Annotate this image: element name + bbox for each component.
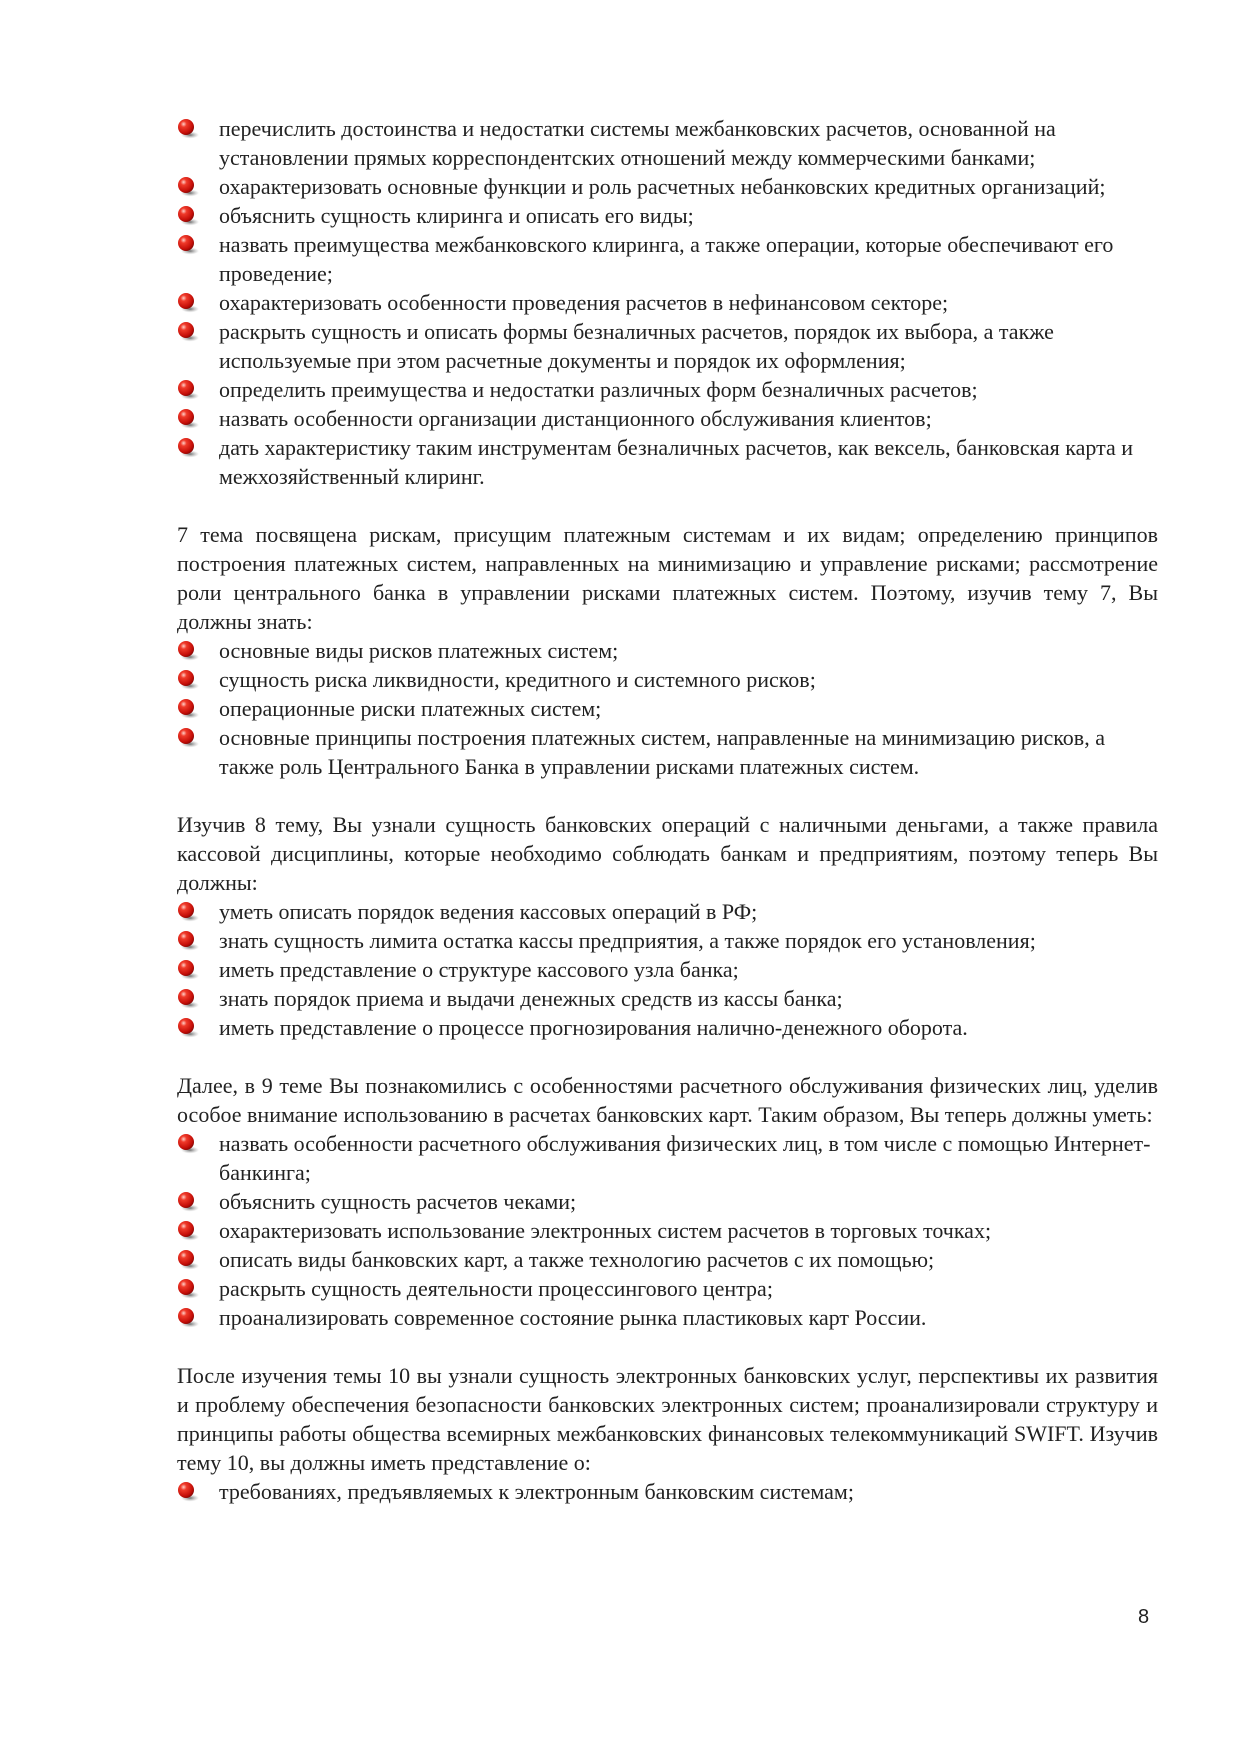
red-ball-icon <box>177 727 199 749</box>
list-item-text: охарактеризовать использование электронных систем расчетов в торговых точках; <box>219 1218 992 1243</box>
paragraph-topic8: Изучив 8 тему, Вы узнали сущность банковских операций с наличными деньгами, а также правила кассовой дисциплины, которые необходимо соблюдать банкам и предприятиям, поэтому теперь Вы должны: <box>177 812 1158 895</box>
red-ball-icon <box>177 408 199 430</box>
list-item <box>177 375 1158 404</box>
list-item-text: требованиях, предъявляемых к электронным банковским системам; <box>219 1479 854 1504</box>
list-item <box>177 955 1158 984</box>
list-item-text: раскрыть сущность деятельности процессингового центра; <box>219 1276 773 1301</box>
red-ball-icon <box>177 959 199 981</box>
list-item-text: раскрыть сущность и описать формы безналичных расчетов, порядок их выбора, а также используемые при этом расчетные документы и порядок их оформления; <box>219 319 1054 373</box>
list-item <box>177 1303 1158 1332</box>
red-ball-icon <box>177 1249 199 1271</box>
list-item-text: назвать преимущества межбанковского клиринга, а также операции, которые обеспечивают его проведение; <box>219 232 1114 286</box>
list-item-text: операционные риски платежных систем; <box>219 696 602 721</box>
red-ball-icon <box>177 930 199 952</box>
list-item <box>177 1216 1158 1245</box>
list-item <box>177 897 1158 926</box>
list-item-text: определить преимущества и недостатки различных форм безналичных расчетов; <box>219 377 978 402</box>
list-item-text: назвать особенности организации дистанционного обслуживания клиентов; <box>219 406 932 431</box>
red-ball-icon <box>177 205 199 227</box>
list-item-text: сущность риска ликвидности, кредитного и системного рисков; <box>219 667 816 692</box>
red-ball-icon <box>177 292 199 314</box>
list-item <box>177 665 1158 694</box>
list-item-text: основные принципы построения платежных систем, направленные на минимизацию рисков, а также роль Центрального Банка в управлении рисками платежных систем. <box>219 725 1105 779</box>
red-ball-icon <box>177 437 199 459</box>
red-ball-icon <box>177 901 199 923</box>
paragraph-topic7: 7 тема посвящена рискам, присущим платежным системам и их видам; определению принципов построения платежных систем, направленных на минимизацию и управление рисками; рассмотрение роли центрального банка в управлении рисками платежных систем. Поэтому, изучив тему 7, Вы должны знать: <box>177 522 1158 634</box>
list-item <box>177 433 1158 491</box>
list-item <box>177 723 1158 781</box>
list-item <box>177 114 1158 172</box>
list-item-text: перечислить достоинства и недостатки системы межбанковских расчетов, основанной на установлении прямых корреспондентских отношений между коммерческими банками; <box>219 116 1056 170</box>
red-ball-icon <box>177 1220 199 1242</box>
list-item-text: иметь представление о структуре кассового узла банка; <box>219 957 739 982</box>
list-item <box>177 172 1158 201</box>
list-item <box>177 1187 1158 1216</box>
red-ball-icon <box>177 1307 199 1329</box>
red-ball-icon <box>177 988 199 1010</box>
red-ball-icon <box>177 1481 199 1503</box>
list-item <box>177 201 1158 230</box>
bullet-list-topic9 <box>177 1129 1158 1332</box>
list-item <box>177 1013 1158 1042</box>
red-ball-icon <box>177 379 199 401</box>
red-ball-icon <box>177 1191 199 1213</box>
red-ball-icon <box>177 176 199 198</box>
red-ball-icon <box>177 321 199 343</box>
list-item <box>177 1245 1158 1274</box>
list-item <box>177 404 1158 433</box>
paragraph-topic9: Далее, в 9 теме Вы познакомились с особенностями расчетного обслуживания физических лиц, уделив особое внимание использованию в расчетах банковских карт. Таким образом, Вы теперь должны уметь: <box>177 1073 1158 1127</box>
list-item <box>177 230 1158 288</box>
list-item-text: уметь описать порядок ведения кассовых операций в РФ; <box>219 899 758 924</box>
red-ball-icon <box>177 234 199 256</box>
list-item <box>177 1129 1158 1187</box>
bullet-list-topic10 <box>177 1477 1158 1506</box>
list-item-text: объяснить сущность клиринга и описать его виды; <box>219 203 694 228</box>
list-item-text: охарактеризовать особенности проведения расчетов в нефинансовом секторе; <box>219 290 949 315</box>
list-item-text: проанализировать современное состояние рынка пластиковых карт России. <box>219 1305 927 1330</box>
list-item <box>177 694 1158 723</box>
list-item-text: знать сущность лимита остатка кассы предприятия, а также порядок его установления; <box>219 928 1036 953</box>
red-ball-icon <box>177 698 199 720</box>
bullet-list-topic7 <box>177 636 1158 781</box>
list-item-text: назвать особенности расчетного обслуживания физических лиц, в том числе с помощью Интернет-банкинга; <box>219 1131 1151 1185</box>
bullet-list-topic8 <box>177 897 1158 1042</box>
paragraph-topic10: После изучения темы 10 вы узнали сущность электронных банковских услуг, перспективы их развития и проблему обеспечения безопасности банковских электронных систем; проанализировали структуру и принципы работы общества всемирных межбанковских финансовых телекоммуникаций SWIFT. Изучив тему 10, вы должны иметь представление о: <box>177 1363 1158 1475</box>
list-item-text: охарактеризовать основные функции и роль расчетных небанковских кредитных организаций; <box>219 174 1106 199</box>
list-item <box>177 317 1158 375</box>
list-item-text: иметь представление о процессе прогнозирования налично-денежного оборота. <box>219 1015 968 1040</box>
list-item <box>177 288 1158 317</box>
red-ball-icon <box>177 118 199 140</box>
list-item-text: описать виды банковских карт, а также технологию расчетов с их помощью; <box>219 1247 935 1272</box>
list-item <box>177 926 1158 955</box>
list-item-text: дать характеристику таким инструментам безналичных расчетов, как вексель, банковская карта и межхозяйственный клиринг. <box>219 435 1133 489</box>
red-ball-icon <box>177 1017 199 1039</box>
bullet-list-topic6 <box>177 114 1158 491</box>
list-item <box>177 636 1158 665</box>
list-item-text: знать порядок приема и выдачи денежных средств из кассы банка; <box>219 986 843 1011</box>
red-ball-icon <box>177 669 199 691</box>
list-item-text: основные виды рисков платежных систем; <box>219 638 619 663</box>
red-ball-icon <box>177 1133 199 1155</box>
red-ball-icon <box>177 1278 199 1300</box>
list-item-text: объяснить сущность расчетов чеками; <box>219 1189 577 1214</box>
red-ball-icon <box>177 640 199 662</box>
list-item <box>177 1477 1158 1506</box>
list-item <box>177 984 1158 1013</box>
document-page <box>177 114 1158 1506</box>
page-number: 8 <box>1138 1606 1150 1628</box>
list-item <box>177 1274 1158 1303</box>
